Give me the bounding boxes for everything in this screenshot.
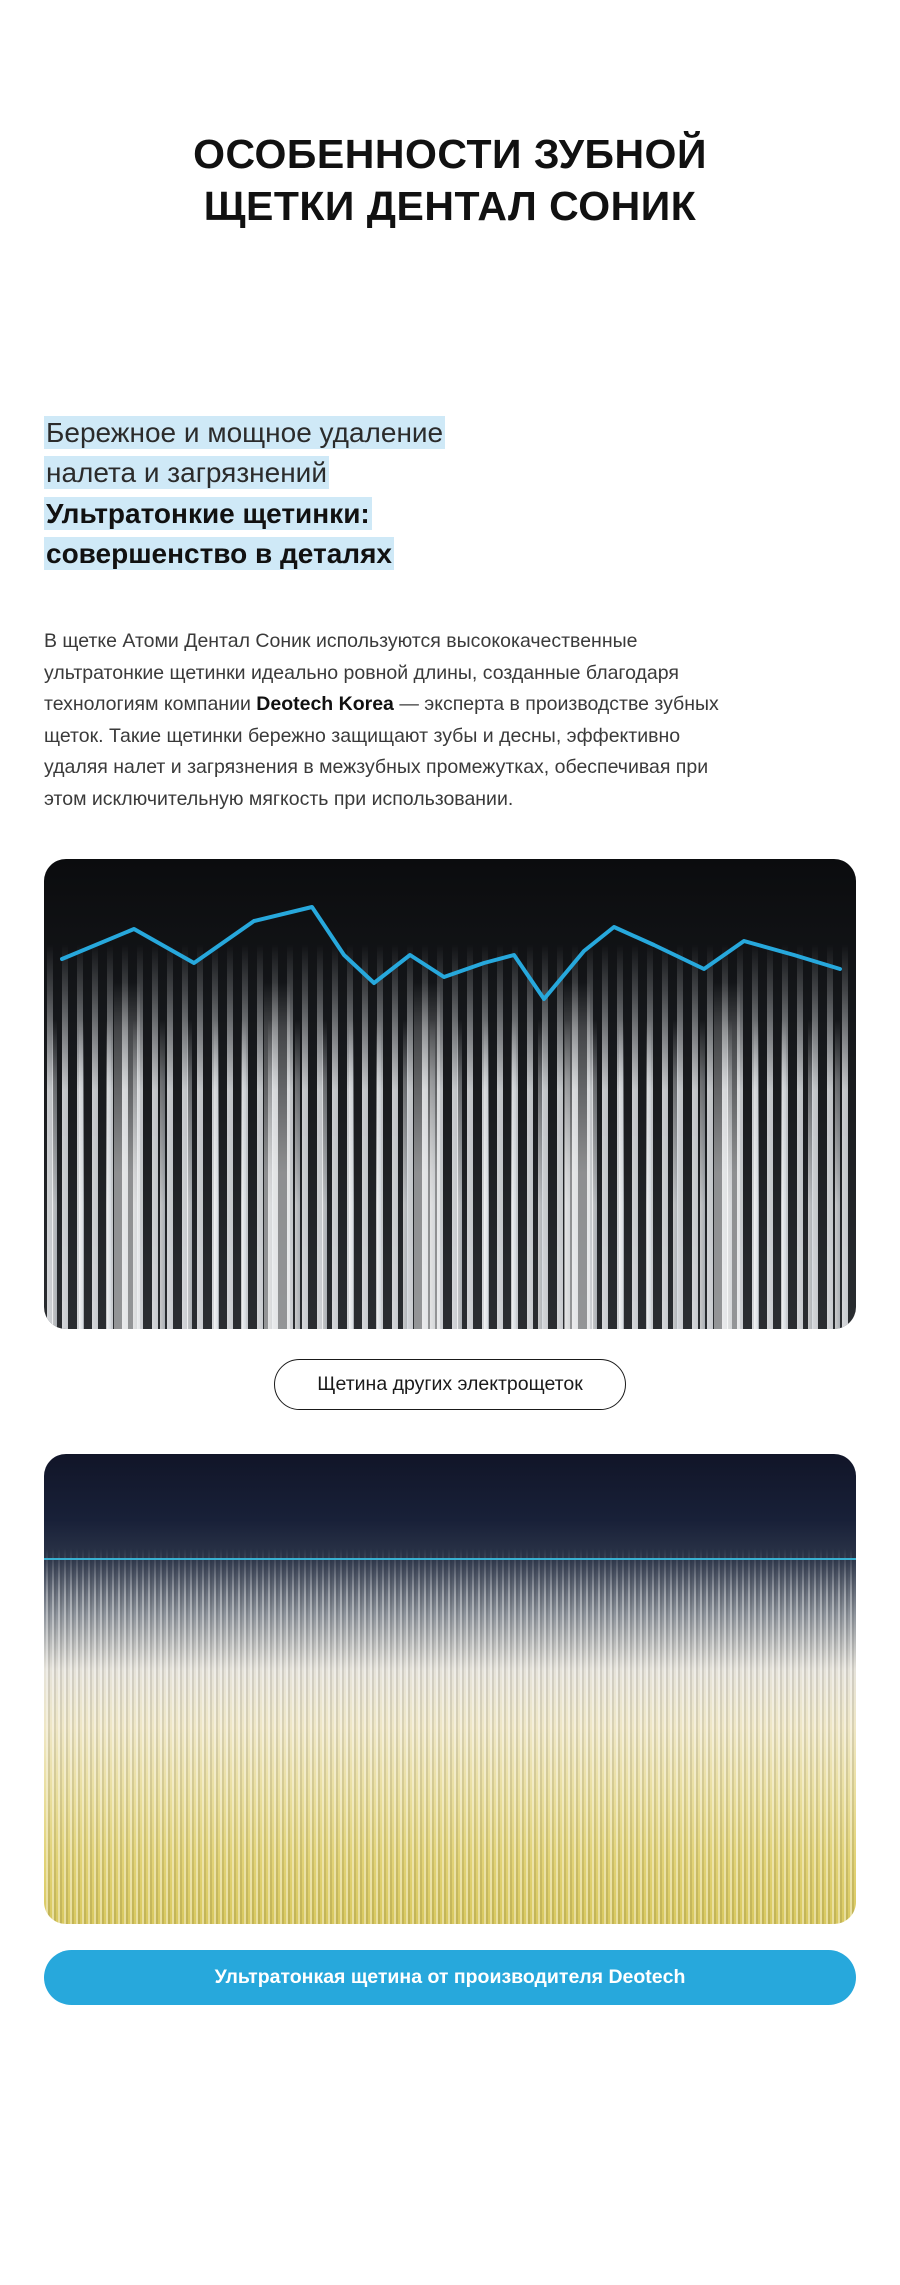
page-title xyxy=(44,0,856,233)
section-subtitle xyxy=(44,413,684,493)
brand-name: Deotech Korea xyxy=(256,693,394,716)
page-title-line-1: ОСОБЕННОСТИ ЗУБНОЙ xyxy=(193,131,707,177)
section-subtitle-line-1: Бережное и мощное удаление xyxy=(46,416,444,448)
bottom-spacer xyxy=(44,2005,856,2125)
section-heading-line-2: совершенство в деталях xyxy=(46,538,392,570)
body-part-2: — эксперта в производстве зубных щеток. Такие щетинки бережно защищают зубы и десны, эффективно удаляя налет и загрязнения в межзубных промежутках, обеспечивая при этом исключительную мягкость при использовании. xyxy=(44,693,719,810)
body-paragraph xyxy=(44,626,734,815)
photo-deotech-bristles xyxy=(44,1454,856,1924)
caption-deotech-bristles: Ультратонкая щетина от производителя Deotech xyxy=(44,1950,856,2005)
even-height-line-icon xyxy=(44,1558,856,1560)
section-heading-strong xyxy=(44,494,684,574)
fine-bristle-texture xyxy=(44,1454,856,1924)
photo-other-brush-bristles xyxy=(44,859,856,1329)
section-subtitle-line-2: налета и загрязнений xyxy=(46,456,327,488)
section-heading xyxy=(44,413,856,574)
caption-other-bristles: Щетина других электрощеток xyxy=(274,1359,626,1410)
uneven-height-zigzag-icon xyxy=(44,859,856,1329)
section-heading-line-1: Ультратонкие щетинки: xyxy=(46,498,370,530)
body-part-1: В щетке Атоми Дентал Соник используются высококачественные ультратонкие щетинки идеально ровной длины, созданные благодаря технологиям компании xyxy=(44,629,679,716)
page-title-line-2: ЩЕТКИ ДЕНТАЛ СОНИК xyxy=(203,183,697,230)
caption-other-wrap xyxy=(44,1359,856,1410)
